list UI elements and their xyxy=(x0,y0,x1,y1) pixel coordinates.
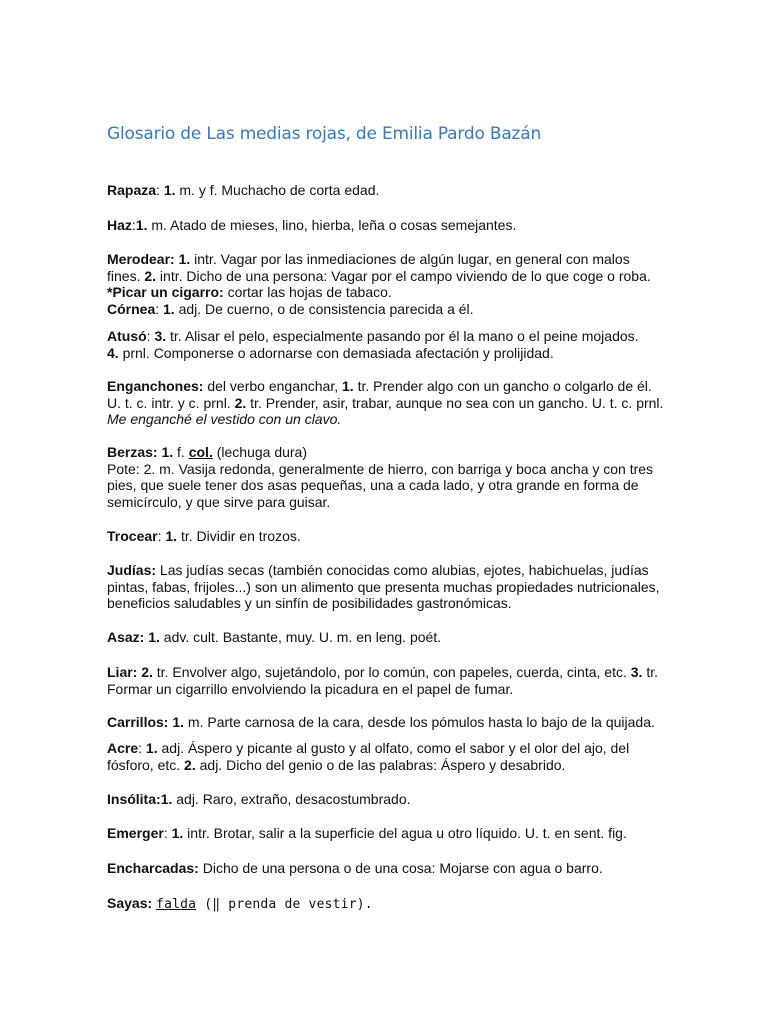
glossary-entry-asaz: Asaz: 1. adv. cult. Bastante, muy. U. m. en leng. poét. xyxy=(107,629,442,645)
falda-link[interactable]: falda xyxy=(156,897,197,912)
glossary-entry-haz: Haz:1. m. Atado de mieses, lino, hierba, leña o cosas semejantes. xyxy=(107,217,517,233)
glossary-entry-pote: Pote: 2. m. Vasija redonda, generalmente de hierro, con barriga y boca ancha y con tres xyxy=(107,460,654,477)
glossary-entry-trocear: Trocear: 1. tr. Dividir en trozos. xyxy=(107,528,301,544)
entry-term: Emerger xyxy=(107,825,164,841)
entry-term: Córnea xyxy=(107,300,156,317)
entry-definition: m. y f. Muchacho de corta edad. xyxy=(175,182,380,198)
entry-term: Enganchones: xyxy=(107,378,204,394)
glossary-entry-rapaza: Rapaza: 1. m. y f. Muchacho de corta edad. xyxy=(107,182,380,198)
glossary-entry-berzas: Berzas: 1. f. col. (lechuga dura) Pote: 2. m. Vasija redonda, generalmente de hierro, con barriga y boca ancha y con tres pies, que suele tener dos asas pequeñas, una a cada lado, y otra grande en forma de semicírculo, y que sirve para guisar. xyxy=(107,444,672,510)
glossary-entry-acre: Acre: 1. adj. Áspero y picante al gusto y al olfato, como el sabor y el olor del ajo, del fósforo, etc. 2. adj. Dicho del genio o de las palabras: Áspero y desabrido. xyxy=(107,740,630,773)
entry-term: Haz xyxy=(107,217,132,233)
glossary-entry-merodear: Merodear: 1. intr. Vagar por las inmediaciones de algún lugar, en general con malos fines. 2. intr. Dicho de una persona: Vagar por el campo viviendo de lo que coge o roba. *Picar un cigarro: cortar las hojas de tabaco. Córnea: 1. adj. De cuerno, o de consistencia parecida a él. xyxy=(107,251,672,317)
entry-term: Rapaza xyxy=(107,182,157,198)
entry-term: Sayas: xyxy=(107,895,153,911)
entry-term: Judías: xyxy=(107,562,157,578)
glossary-entry-sayas: Sayas: falda (‖ prenda de vestir). xyxy=(107,895,373,912)
document-title: Glosario de Las medias rojas, de Emilia Pardo Bazán xyxy=(107,124,542,144)
entry-term: Berzas: 1. xyxy=(107,444,174,460)
entry-term: Encharcadas: xyxy=(107,860,199,876)
glossary-entry-picar: *Picar un cigarro: cortar las hojas de tabaco. xyxy=(107,284,392,300)
entry-definition: m. Atado de mieses, lino, hierba, leña o cosas semejantes. xyxy=(147,217,517,233)
entry-term: Carrillos: 1. xyxy=(107,714,185,730)
entry-term: *Picar un cigarro: xyxy=(107,284,224,300)
entry-term: Insólita:1. xyxy=(107,791,173,807)
glossary-entry-encharcadas: Encharcadas: Dicho de una persona o de una cosa: Mojarse con agua o barro. xyxy=(107,860,603,876)
entry-term: Asaz: 1. xyxy=(107,629,160,645)
glossary-entry-judias: Judías: Las judías secas (también conocidas como alubias, ejotes, habichuelas, judías pintas, fabas, frijoles...) son un alimento que presenta muchas propiedades nutricionales, beneficios saludables y un sinfín de posibilidades gastronómicas. xyxy=(107,562,660,611)
glossary-entry-carrillos: Carrillos: 1. m. Parte carnosa de la cara, desde los pómulos hasta lo bajo de la quijada. xyxy=(107,714,655,730)
glossary-entry-cornea: Córnea: 1. adj. De cuerno, o de consistencia parecida a él. xyxy=(107,300,474,317)
entry-term: Trocear xyxy=(107,528,158,544)
usage-example: Me enganché el vestido con un clavo. xyxy=(107,411,342,427)
glossary-entry-liar: Liar: 2. tr. Envolver algo, sujetándolo, por lo común, con papeles, cuerda, cinta, etc. 3. tr. Formar un cigarrillo envolviendo la picadura en el papel de fumar. xyxy=(107,664,658,697)
entry-term: Liar: 2. xyxy=(107,664,153,680)
entry-term: Atusó xyxy=(107,328,147,344)
glossary-entry-insolita: Insólita:1. adj. Raro, extraño, desacostumbrado. xyxy=(107,791,411,807)
glossary-entry-emerger: Emerger: 1. intr. Brotar, salir a la superficie del agua u otro líquido. U. t. en sent. fig. xyxy=(107,825,627,841)
glossary-entry-atuso: Atusó: 3. tr. Alisar el pelo, especialmente pasando por él la mano o el peine mojados. 4. prnl. Componerse o adornarse con demasiada afectación y prolijidad. xyxy=(107,328,639,361)
col-link[interactable]: col. xyxy=(188,444,213,460)
glossary-entry-enganchones: Enganchones: del verbo enganchar, 1. tr. Prender algo con un gancho o colgarlo de él. U. t. c. intr. y c. prnl. 2. tr. Prender, asir, trabar, aunque no sea con un gancho. U. t. c. prnl. Me enganché el vestido con un clavo. xyxy=(107,378,664,427)
entry-term: Merodear: 1. xyxy=(107,251,191,267)
entry-term: Acre xyxy=(107,740,139,756)
